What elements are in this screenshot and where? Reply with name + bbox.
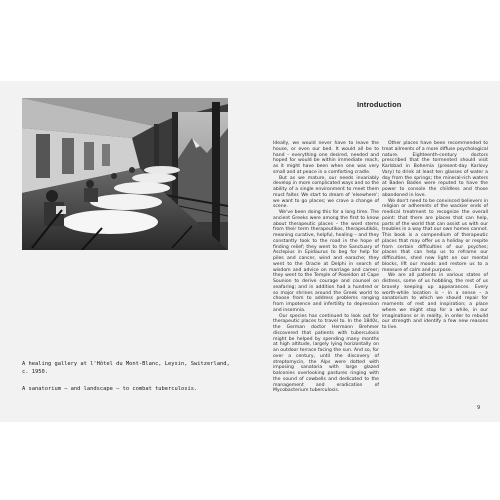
paragraph: We don't need to be convinced believers in religion or adherents of the wackier ends of medical treatment to recognize the overall point: that there are places that can help, parts of the world that can assist us with our troubles in a way that our own homes cannot. This book is a compendium of therapeutic places that may offer us a holiday or respite from certain difficulties of our psyches; places that can help us to reframe our difficulties, shed new light on our mental blocks, lift our moods and restore us to a measure of calm and purpose. (382, 198, 488, 273)
text-column-right (382, 141, 488, 331)
paragraph: Our species has continued to look out for therapeutic places to travel to. In the 1840s, the German doctor Hermann Brehmer discovered that patients with tuberculosis might be helped by spending many months at high altitude, largely lying horizontally on an outdoor terrace facing the sun. And so, for over a century, until the discovery of streptomycin, the Alps were dotted with imposing sanatoria with large glazed balconies overlooking pastures ringing with the sound of cowbells and dedicated to the management and eradication of Mycobacterium tuberculosis. (273, 313, 379, 394)
paragraph: We are all patients in various states of distress, some of us hobbling, the rest of us bravely keeping up appearances. Every worth-while location is – in a sense – a sanatorium to which we should repair for moments of rest and inspiration; a place where we might stop for a while, in our imaginations or in reality, in order to rebuild our strength and identify a few new reasons to live. (382, 273, 488, 330)
text-column-left (273, 141, 379, 394)
photo-caption-secondary (22, 386, 232, 394)
page-number: 9 (477, 405, 481, 411)
paragraph: Other places have been recommended to treat ailments of a more diffuse psychological nature. Eighteenth-century doctors prescribed that the tormented should visit Karlsbad in Bohemia (present-day Karlovy Vary) to drink at least ten glasses of water a day from the springs; the mineral-rich waters at Baden Baden were reputed to have the power to console the childless and those abandoned in love. (382, 141, 488, 198)
page-title: Introduction (357, 100, 402, 109)
paragraph: But as we mature, our needs invariably develop in more complicated ways and so the ability of a single environment to meet them must falter. We start to dream of 'elsewhere'; we want to go places; we crave a change of scene. (273, 175, 379, 210)
sanatorium-photo (22, 98, 228, 250)
caption-text: A healing gallery at l'Hôtel du Mont-Blanc, Leysin, Switzerland, c. 1950. (22, 361, 230, 375)
caption-text: A sanatorium – and landscape – to combat tuberculosis. (22, 386, 198, 392)
paragraph: Ideally, we would never have to leave the house, or even our bed. It would all be to hand – everything one desired, needed and hoped for would be within immediate reach, as it might have been when one was very small and at peace in a comforting cradle. (273, 141, 379, 175)
paragraph: We've been doing this for a long time. The ancient Greeks were among the first to know about therapeutic places – the word stems from their term therapeutikos, therapeutikós, meaning curative, helpful, healing – and they constantly took to the road in the hope of finding relief; they went to the Sanctuary of Asclepius in Epidaurus to beg for help for piles and cancer, wind and earache; they went to the Oracle at Delphi in search of wisdom and advice on marriage and career; they went to the Temple of Poseidon at Cape Sounion to derive courage and counsel on seafaring; and in addition had a hundred or so major shrines around the Greek world to choose from to address problems ranging from impotence and infertility to depression and insomnia. (273, 210, 379, 313)
photo-caption (22, 361, 232, 376)
